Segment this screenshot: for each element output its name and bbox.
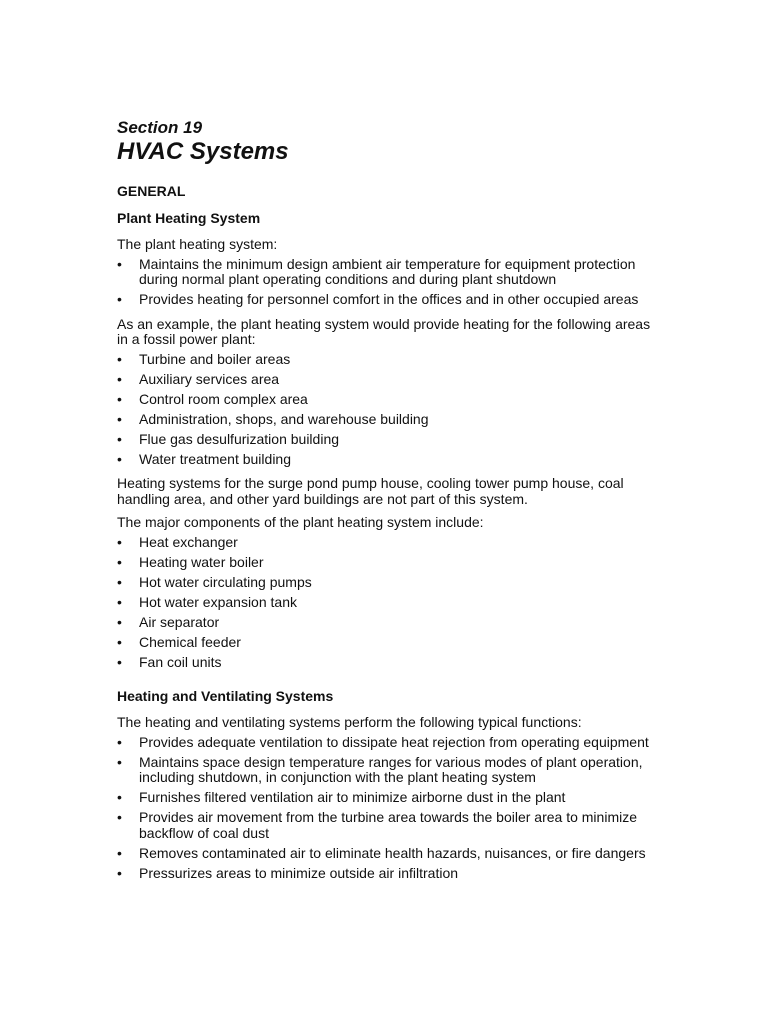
list-item xyxy=(117,615,657,631)
list-item-text: Hot water expansion tank xyxy=(139,593,297,610)
bullet-icon: • xyxy=(117,533,122,550)
list-item xyxy=(117,257,657,288)
list-item xyxy=(117,755,657,786)
bullet-icon: • xyxy=(117,291,122,307)
list-item-text: Water treatment building xyxy=(139,450,291,467)
bullet-icon: • xyxy=(117,753,122,770)
bullet-icon: • xyxy=(117,430,122,447)
bullet-icon: • xyxy=(117,809,122,825)
list-item xyxy=(117,790,657,806)
list-item-text: Heat exchanger xyxy=(139,533,238,550)
list-item-text: Hot water circulating pumps xyxy=(139,573,312,590)
section-title: HVAC Systems xyxy=(117,138,289,165)
list-item xyxy=(117,735,657,751)
hv-systems-functions-list xyxy=(117,735,657,882)
list-item xyxy=(117,655,657,671)
list-item xyxy=(117,575,657,591)
bullet-icon: • xyxy=(117,350,122,367)
bullet-icon: • xyxy=(117,613,122,630)
list-item-text: Heating water boiler xyxy=(139,553,264,570)
plant-heating-exclusions: Heating systems for the surge pond pump house, cooling tower pump house, coal handling area, and other yard buildings are not part of this system. xyxy=(117,475,624,507)
bullet-icon: • xyxy=(117,789,122,805)
list-item-text: Air separator xyxy=(139,613,220,630)
list-item xyxy=(117,372,657,388)
section-label: Section 19 xyxy=(117,118,203,137)
plant-heating-areas-list xyxy=(117,352,657,468)
list-item xyxy=(117,535,657,551)
plant-heating-intro: The plant heating system: xyxy=(117,236,278,252)
bullet-icon: • xyxy=(117,410,122,427)
hv-systems-intro: The heating and ventilating systems perform the following typical functions: xyxy=(117,714,582,730)
list-item-text: Furnishes filtered ventilation air to minimize airborne dust in the plant xyxy=(139,789,566,805)
hv-systems-heading: Heating and Ventilating Systems xyxy=(117,688,334,704)
list-item xyxy=(117,555,657,571)
bullet-icon: • xyxy=(117,573,122,590)
list-item xyxy=(117,432,657,448)
plant-heating-components-list xyxy=(117,535,657,671)
list-item-text: Provides air movement from the turbine area towards the boiler area to minimize backflow of coal dust xyxy=(139,809,637,841)
bullet-icon: • xyxy=(117,864,122,881)
bullet-icon: • xyxy=(117,370,122,387)
list-item xyxy=(117,292,657,308)
bullet-icon: • xyxy=(117,553,122,570)
list-item xyxy=(117,352,657,368)
list-item-text: Chemical feeder xyxy=(139,633,241,650)
list-item xyxy=(117,810,657,841)
list-item-text: Control room complex area xyxy=(139,390,308,407)
bullet-icon: • xyxy=(117,733,122,750)
list-item-text: Turbine and boiler areas xyxy=(139,350,291,367)
list-item-text: Provides heating for personnel comfort in the offices and in other occupied areas xyxy=(139,291,639,307)
plant-heating-example-intro: As an example, the plant heating system would provide heating for the following areas in a fossil power plant: xyxy=(117,315,651,347)
bullet-icon: • xyxy=(117,844,122,861)
list-item xyxy=(117,595,657,611)
plant-heating-components-intro: The major components of the plant heating system include: xyxy=(117,514,484,530)
bullet-icon: • xyxy=(117,390,122,407)
list-item xyxy=(117,866,657,882)
list-item-text: Maintains space design temperature ranges for various modes of plant operation, including shutdown, in conjunction with the plant heating system xyxy=(139,753,643,785)
list-item xyxy=(117,392,657,408)
list-item-text: Flue gas desulfurization building xyxy=(139,430,340,447)
list-item-text: Administration, shops, and warehouse building xyxy=(139,410,429,427)
bullet-icon: • xyxy=(117,653,122,670)
list-item-text: Removes contaminated air to eliminate health hazards, nuisances, or fire dangers xyxy=(139,844,646,861)
bullet-icon: • xyxy=(117,633,122,650)
bullet-icon: • xyxy=(117,593,122,610)
list-item-text: Maintains the minimum design ambient air temperature for equipment protection during normal plant operating conditions and during plant shutdown xyxy=(139,255,636,287)
list-item xyxy=(117,635,657,651)
plant-heating-functions-list xyxy=(117,257,657,308)
list-item xyxy=(117,412,657,428)
bullet-icon: • xyxy=(117,255,122,272)
list-item-text: Fan coil units xyxy=(139,653,222,670)
list-item-text: Provides adequate ventilation to dissipate heat rejection from operating equipment xyxy=(139,733,649,750)
list-item-text: Pressurizes areas to minimize outside air infiltration xyxy=(139,864,459,881)
document-page xyxy=(117,118,657,890)
list-item-text: Auxiliary services area xyxy=(139,370,280,387)
plant-heating-heading: Plant Heating System xyxy=(117,210,261,226)
list-item xyxy=(117,846,657,862)
general-heading: GENERAL xyxy=(117,183,186,199)
bullet-icon: • xyxy=(117,450,122,467)
list-item xyxy=(117,452,657,468)
